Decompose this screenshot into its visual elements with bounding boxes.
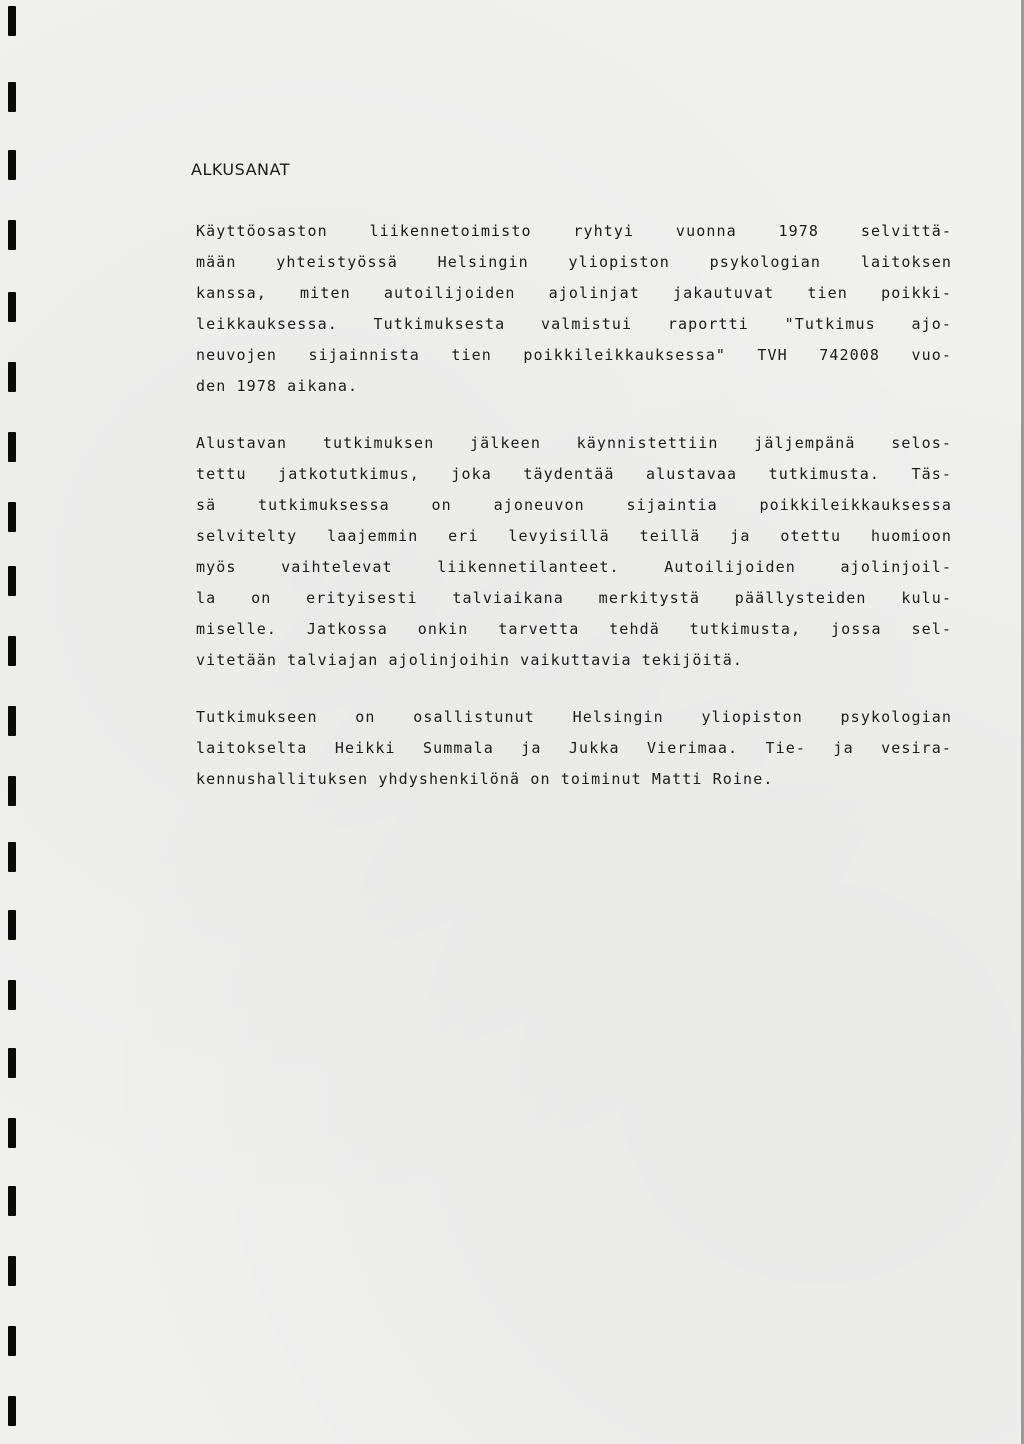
binding-hole <box>8 292 16 322</box>
binding-hole <box>8 1118 16 1148</box>
binding-hole <box>8 6 16 36</box>
text-line: kennushallituksen yhdyshenkilönä on toiminut Matti Roine. <box>196 770 774 788</box>
text-line: vitetään talviajan ajolinjoihin vaikuttavia tekijöitä. <box>196 651 744 669</box>
binding-hole <box>8 1186 16 1216</box>
text-line: Tutkimukseen on osallistunut Helsingin yliopiston psykologian <box>196 708 952 726</box>
binding-hole <box>8 220 16 250</box>
text-line: sä tutkimuksessa on ajoneuvon sijaintia poikkileikkauksessa <box>196 496 952 514</box>
binding-hole <box>8 706 16 736</box>
binding-hole <box>8 1326 16 1356</box>
binding-hole <box>8 362 16 392</box>
binding-hole <box>8 776 16 806</box>
binding-hole <box>8 150 16 180</box>
page-title: ALKUSANAT <box>191 160 290 179</box>
text-line: miselle. Jatkossa onkin tarvetta tehdä tutkimusta, jossa sel- <box>196 620 952 638</box>
text-line: mään yhteistyössä Helsingin yliopiston psykologian laitoksen <box>196 253 952 271</box>
binding-hole <box>8 1048 16 1078</box>
binding-hole <box>8 842 16 872</box>
text-line: kanssa, miten autoilijoiden ajolinjat jakautuvat tien poikki- <box>196 284 952 302</box>
binding-hole <box>8 1396 16 1426</box>
binding-hole <box>8 980 16 1010</box>
binding-hole <box>8 1256 16 1286</box>
paragraph-3 <box>196 702 956 795</box>
text-line: myös vaihtelevat liikennetilanteet. Autoilijoiden ajolinjoil- <box>196 558 952 576</box>
text-line: leikkauksessa. Tutkimuksesta valmistui raportti "Tutkimus ajo- <box>196 315 952 333</box>
binding-hole <box>8 502 16 532</box>
binding-hole <box>8 432 16 462</box>
text-line: tettu jatkotutkimus, joka täydentää alustavaa tutkimusta. Täs- <box>196 465 952 483</box>
text-line: Käyttöosaston liikennetoimisto ryhtyi vuonna 1978 selvittä- <box>196 222 952 240</box>
paragraph-1 <box>196 216 956 402</box>
binding-hole <box>8 910 16 940</box>
text-line: la on erityisesti talviaikana merkitystä päällysteiden kulu- <box>196 589 952 607</box>
binding-hole <box>8 566 16 596</box>
binding-strip <box>0 0 20 1444</box>
text-line: selvitelty laajemmin eri levyisillä teillä ja otettu huomioon <box>196 527 952 545</box>
text-line: laitokselta Heikki Summala ja Jukka Vierimaa. Tie- ja vesira- <box>196 739 952 757</box>
paragraph-2 <box>196 428 956 676</box>
binding-hole <box>8 636 16 666</box>
binding-hole <box>8 82 16 112</box>
text-line: den 1978 aikana. <box>196 377 359 395</box>
text-line: neuvojen sijainnista tien poikkileikkauksessa" TVH 742008 vuo- <box>196 346 952 364</box>
text-line: Alustavan tutkimuksen jälkeen käynnistettiin jäljempänä selos- <box>196 434 952 452</box>
